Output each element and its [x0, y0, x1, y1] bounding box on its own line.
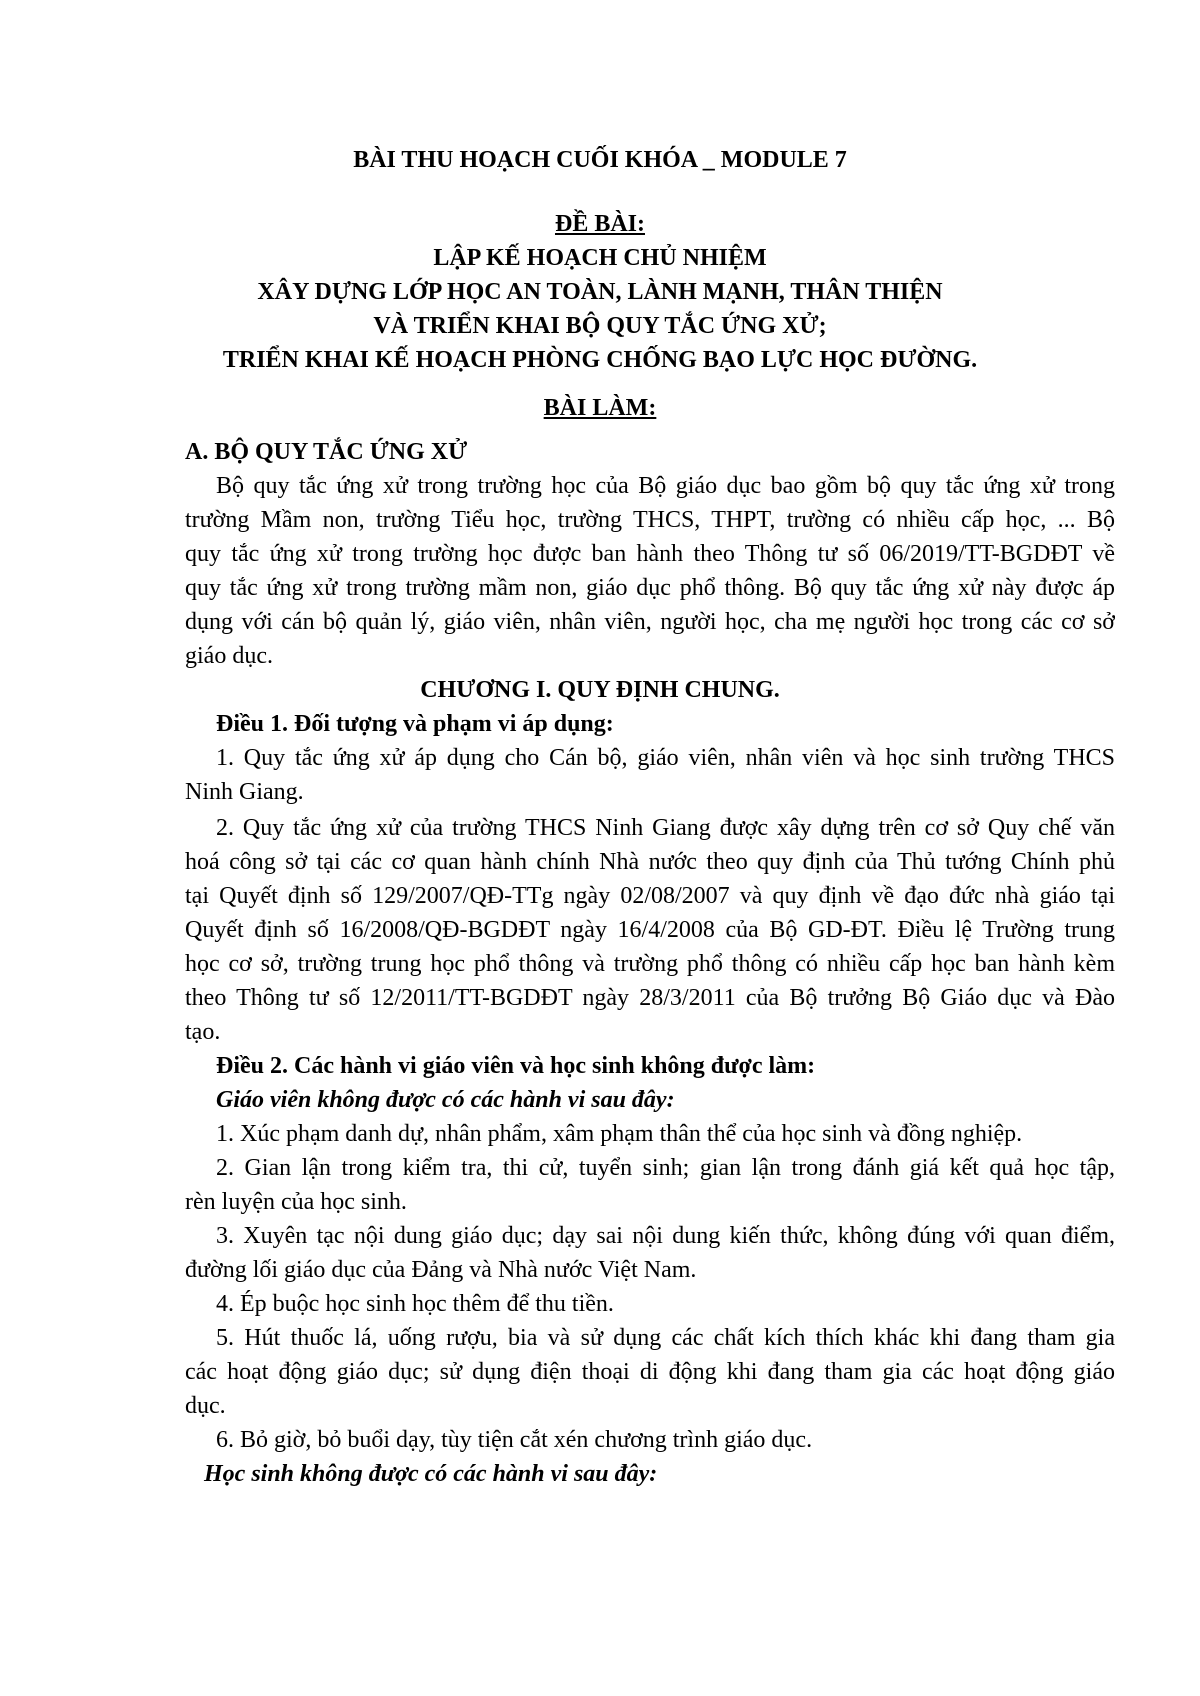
- paragraph-line: 2. Quy tắc ứng xử của trường THCS Ninh Giang được xây dựng trên cơ sở Quy chế văn: [216, 816, 1115, 841]
- paragraph-line: dục.: [185, 1393, 226, 1419]
- paragraph-line: rèn luyện của học sinh.: [185, 1189, 407, 1215]
- paragraph-line: học cơ sở, trường trung học phổ thông và trường phổ thông có nhiều cấp học ban hành kèm: [185, 952, 1115, 977]
- paragraph-line: quy tắc ứng xử trong trường học được ban hành theo Thông tư số 06/2019/TT-BGDĐT về: [185, 542, 1115, 567]
- chapter-heading: CHƯƠNG I. QUY ĐỊNH CHUNG.: [420, 677, 780, 703]
- paragraph-line: Ninh Giang.: [185, 779, 304, 805]
- assignment-heading: ĐỀ BÀI:: [554, 211, 645, 237]
- teachers-subheading: Giáo viên không được có các hành vi sau đây:: [216, 1087, 675, 1113]
- document-title: BÀI THU HOẠCH CUỐI KHÓA _ MODULE 7: [353, 147, 847, 173]
- assignment-line: VÀ TRIỂN KHAI BỘ QUY TẮC ỨNG XỬ;: [373, 313, 827, 339]
- paragraph-line: đường lối giáo dục của Đảng và Nhà nước Việt Nam.: [185, 1257, 697, 1283]
- paragraph-line: 3. Xuyên tạc nội dung giáo dục; dạy sai nội dung kiến thức, không đúng với quan điểm,: [216, 1224, 1115, 1249]
- paragraph-line: tạo.: [185, 1019, 221, 1045]
- paragraph-line: 2. Gian lận trong kiểm tra, thi cử, tuyển sinh; gian lận trong đánh giá kết quả học tập,: [216, 1156, 1115, 1181]
- paragraph-line: 1. Quy tắc ứng xử áp dụng cho Cán bộ, giáo viên, nhân viên và học sinh trường THCS: [216, 746, 1115, 771]
- paragraph-line: 6. Bỏ giờ, bỏ buổi dạy, tùy tiện cắt xén chương trình giáo dục.: [216, 1427, 813, 1453]
- paragraph-line: tại Quyết định số 129/2007/QĐ-TTg ngày 02/08/2007 và quy định về đạo đức nhà giáo tại: [185, 884, 1115, 909]
- article-1-heading: Điều 1. Đối tượng và phạm vi áp dụng:: [216, 711, 614, 737]
- article-2-heading: Điều 2. Các hành vi giáo viên và học sinh không được làm:: [216, 1053, 816, 1079]
- paragraph-line: giáo dục.: [185, 643, 273, 669]
- paragraph-line: Bộ quy tắc ứng xử trong trường học của Bộ giáo dục bao gồm bộ quy tắc ứng xử trong: [216, 474, 1115, 499]
- paragraph-line: quy tắc ứng xử trong trường mầm non, giáo dục phổ thông. Bộ quy tắc ứng xử này được áp: [185, 576, 1115, 601]
- paragraph-line: 4. Ép buộc học sinh học thêm để thu tiền.: [216, 1291, 614, 1317]
- section-a-heading: A. BỘ QUY TẮC ỨNG XỬ: [185, 439, 468, 465]
- paragraph-line: dụng với cán bộ quản lý, giáo viên, nhân viên, người học, cha mẹ người học trong các cơ sở: [185, 610, 1115, 635]
- paragraph-line: hoá công sở tại các cơ quan hành chính Nhà nước theo quy định của Thủ tướng Chính phủ: [185, 850, 1115, 875]
- paragraph-line: trường Mầm non, trường Tiểu học, trường THCS, THPT, trường có nhiều cấp học, ... Bộ: [185, 508, 1115, 533]
- paragraph-line: 5. Hút thuốc lá, uống rượu, bia và sử dụng các chất kích thích khác khi đang tham gia: [216, 1326, 1115, 1351]
- assignment-line: XÂY DỰNG LỚP HỌC AN TOÀN, LÀNH MẠNH, THÂN THIỆN: [257, 279, 943, 305]
- assignment-line: TRIỂN KHAI KẾ HOẠCH PHÒNG CHỐNG BẠO LỰC HỌC ĐƯỜNG.: [222, 347, 978, 373]
- answer-heading: BÀI LÀM:: [543, 395, 657, 421]
- paragraph-line: 1. Xúc phạm danh dự, nhân phẩm, xâm phạm thân thể của học sinh và đồng nghiệp.: [216, 1121, 1023, 1147]
- paragraph-line: các hoạt động giáo dục; sử dụng điện thoại di động khi đang tham gia các hoạt động giáo: [185, 1360, 1115, 1385]
- assignment-line: LẬP KẾ HOẠCH CHỦ NHIỆM: [433, 245, 767, 271]
- paragraph-line: theo Thông tư số 12/2011/TT-BGDĐT ngày 28/3/2011 của Bộ trưởng Bộ Giáo dục và Đào: [185, 986, 1115, 1011]
- paragraph-line: Quyết định số 16/2008/QĐ-BGDĐT ngày 16/4/2008 của Bộ GD-ĐT. Điều lệ Trường trung: [185, 918, 1115, 943]
- students-subheading: Học sinh không được có các hành vi sau đây:: [204, 1461, 658, 1487]
